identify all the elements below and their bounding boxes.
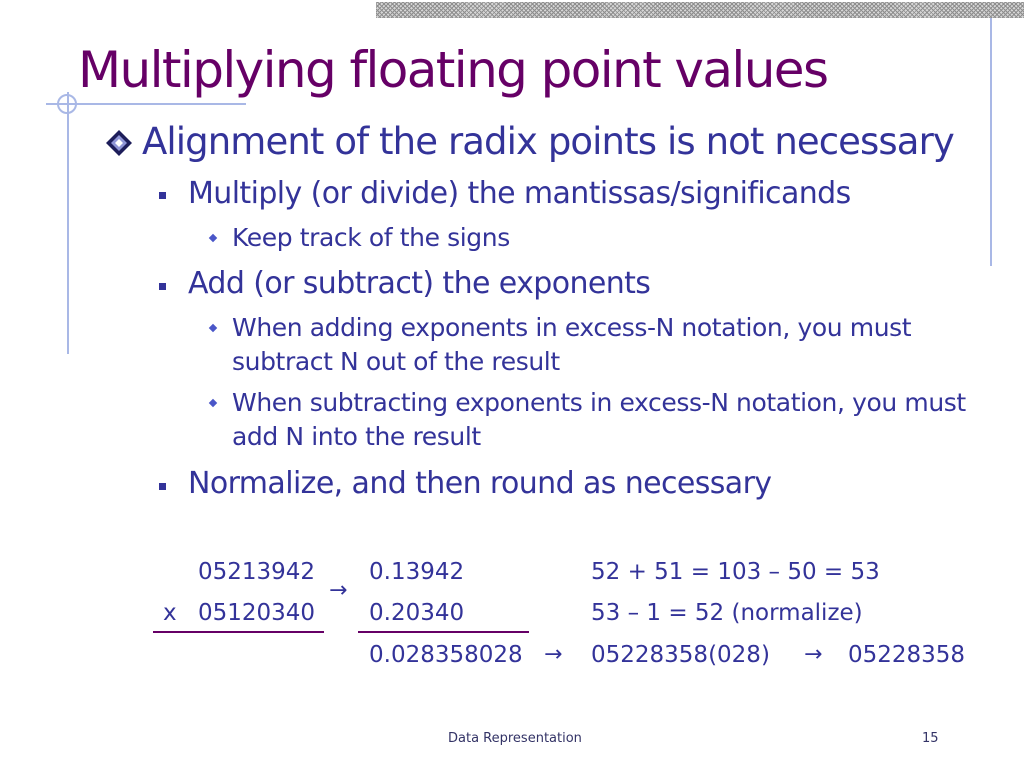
small-diamond-bullet-icon bbox=[209, 234, 217, 242]
footer-label: Data Representation bbox=[448, 731, 582, 746]
right-accent-line bbox=[990, 18, 992, 266]
bullet-multiply: Multiply (or divide) the mantissas/significands bbox=[188, 176, 851, 211]
operand-2: 05120340 bbox=[198, 600, 316, 626]
hatched-banner bbox=[376, 2, 1024, 18]
exponent-sum: 52 + 51 = 103 – 50 = 53 bbox=[591, 559, 880, 585]
bullet-l1-alignment: Alignment of the radix points is not necessary bbox=[142, 120, 954, 163]
bullet-subtracting-exponents-line1: When subtracting exponents in excess-N notation, you must bbox=[232, 388, 966, 417]
square-bullet-icon bbox=[159, 283, 166, 290]
operand-1: 05213942 bbox=[198, 559, 316, 585]
exponent-normalize: 53 – 1 = 52 (normalize) bbox=[591, 600, 863, 626]
page-number: 15 bbox=[922, 731, 939, 746]
square-bullet-icon bbox=[159, 483, 166, 490]
small-diamond-bullet-icon bbox=[209, 324, 217, 332]
bullet-normalize: Normalize, and then round as necessary bbox=[188, 466, 772, 501]
mantissa-underline bbox=[358, 631, 529, 633]
unrounded-result: 05228358(028) bbox=[591, 642, 770, 668]
right-arrow-icon: → bbox=[329, 578, 348, 603]
mantissa-2: 0.20340 bbox=[369, 600, 465, 626]
slide-title: Multiplying floating point values bbox=[78, 41, 828, 99]
right-arrow-icon: → bbox=[804, 642, 823, 667]
operand-underline bbox=[153, 631, 324, 633]
mantissa-product: 0.028358028 bbox=[369, 642, 523, 668]
right-arrow-icon: → bbox=[544, 642, 563, 667]
multiply-sign: x bbox=[163, 600, 177, 626]
diamond-bullet-icon bbox=[104, 128, 134, 158]
bullet-adding-exponents-line1: When adding exponents in excess-N notation, you must bbox=[232, 313, 912, 342]
square-bullet-icon bbox=[159, 192, 166, 199]
bullet-subtracting-exponents-line2: add N into the result bbox=[232, 422, 481, 451]
small-diamond-bullet-icon bbox=[209, 399, 217, 407]
final-result: 05228358 bbox=[848, 642, 966, 668]
bullet-add-exponents: Add (or subtract) the exponents bbox=[188, 266, 651, 301]
left-accent-line bbox=[67, 92, 69, 354]
bullet-adding-exponents-line2: subtract N out of the result bbox=[232, 347, 560, 376]
bullet-keep-signs: Keep track of the signs bbox=[232, 223, 510, 252]
mantissa-1: 0.13942 bbox=[369, 559, 465, 585]
